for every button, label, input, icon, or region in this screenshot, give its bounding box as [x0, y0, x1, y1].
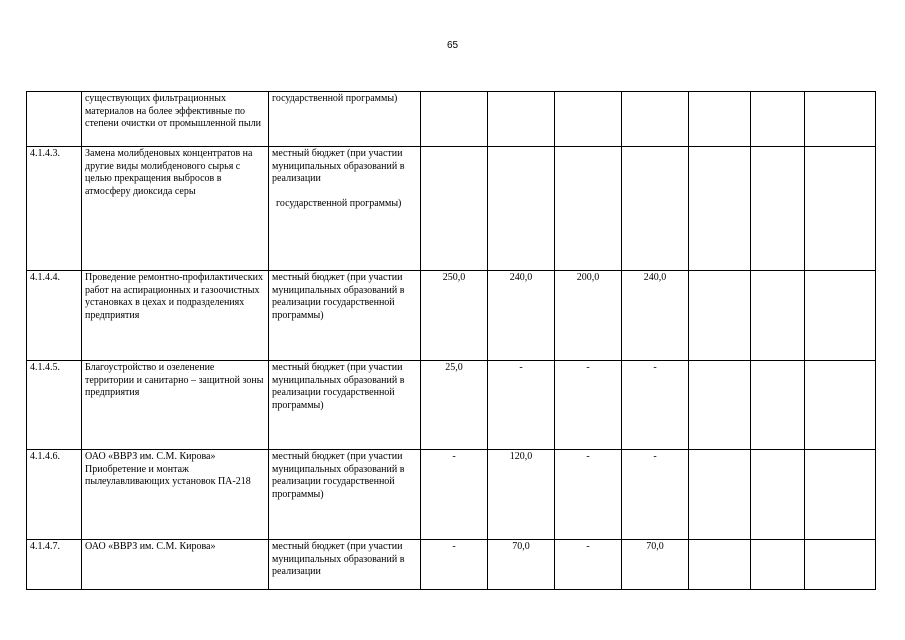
value-cell — [805, 450, 876, 540]
value-cell — [689, 540, 751, 590]
value-cell: - — [555, 361, 622, 450]
value-cell — [751, 92, 805, 147]
value-cell — [555, 147, 622, 271]
table-row — [27, 540, 876, 590]
funding-source-text: местный бюджет (при участии муниципальных образований в реализации государственной программы) — [272, 362, 405, 411]
value-cell: 70,0 — [488, 540, 555, 590]
value-cell — [689, 271, 751, 361]
measure-description: Благоустройство и озеленение территории и санитарно – защитной зоны предприятия — [82, 361, 269, 450]
value-cell — [751, 361, 805, 450]
value-cell — [805, 540, 876, 590]
measure-code — [27, 92, 82, 147]
value-cell: - — [555, 540, 622, 590]
funding-source — [269, 92, 421, 147]
value-cell — [751, 271, 805, 361]
measure-description: Проведение ремонтно-профилактических работ на аспирационных и газоочистных установках в цехах и подразделениях предприятия — [82, 271, 269, 361]
measure-code: 4.1.4.7. — [27, 540, 82, 590]
value-cell: 70,0 — [622, 540, 689, 590]
value-cell: 200,0 — [555, 271, 622, 361]
funding-source-text: местный бюджет (при участии муниципальных образований в реализации государственной программы) — [272, 272, 405, 321]
value-cell — [622, 147, 689, 271]
table-row — [27, 361, 876, 450]
funding-source-text: государственной программы) — [272, 93, 398, 104]
funding-source-continuation: государственной программы) — [276, 197, 402, 209]
value-cell: - — [555, 450, 622, 540]
measure-description: ОАО «ВВРЗ им. С.М. Кирова» — [82, 540, 269, 590]
value-cell — [689, 147, 751, 271]
value-cell — [488, 147, 555, 271]
value-cell — [689, 92, 751, 147]
value-cell: 240,0 — [488, 271, 555, 361]
value-cell — [751, 540, 805, 590]
measure-code: 4.1.4.4. — [27, 271, 82, 361]
value-cell: 240,0 — [622, 271, 689, 361]
value-cell — [689, 450, 751, 540]
funding-source-text: местный бюджет (при участии муниципальных образований в реализации государственной программы) — [272, 451, 405, 500]
value-cell — [751, 450, 805, 540]
funding-source-text: местный бюджет (при участии муниципальных образований в реализации — [272, 148, 405, 184]
measure-code: 4.1.4.3. — [27, 147, 82, 271]
program-measures-table — [26, 91, 876, 590]
funding-source — [269, 540, 421, 590]
value-cell — [805, 147, 876, 271]
measure-code: 4.1.4.6. — [27, 450, 82, 540]
table-row — [27, 450, 876, 540]
table-row — [27, 147, 876, 271]
funding-source — [269, 361, 421, 450]
value-cell: - — [488, 361, 555, 450]
value-cell: - — [421, 540, 488, 590]
page-number: 65 — [446, 40, 459, 51]
value-cell — [488, 92, 555, 147]
value-cell — [689, 361, 751, 450]
value-cell: 250,0 — [421, 271, 488, 361]
value-cell — [805, 361, 876, 450]
value-cell: 25,0 — [421, 361, 488, 450]
table-row — [27, 92, 876, 147]
funding-source — [269, 271, 421, 361]
value-cell — [555, 92, 622, 147]
value-cell — [805, 92, 876, 147]
value-cell — [421, 92, 488, 147]
measure-description: существующих фильтрационных материалов на более эффективные по степени очистки от промышленной пыли — [82, 92, 269, 147]
value-cell: - — [622, 450, 689, 540]
measure-code: 4.1.4.5. — [27, 361, 82, 450]
value-cell: - — [622, 361, 689, 450]
value-cell: - — [421, 450, 488, 540]
value-cell — [421, 147, 488, 271]
table-row — [27, 271, 876, 361]
value-cell — [751, 147, 805, 271]
value-cell — [805, 271, 876, 361]
funding-source — [269, 450, 421, 540]
funding-source-text: местный бюджет (при участии муниципальных образований в реализации — [272, 541, 405, 577]
measure-description: Замена молибденовых концентратов на другие виды молибденового сырья с целью прекращения выбросов в атмосферу диоксида серы — [82, 147, 269, 271]
funding-source — [269, 147, 421, 271]
value-cell — [622, 92, 689, 147]
value-cell: 120,0 — [488, 450, 555, 540]
measure-description: ОАО «ВВРЗ им. С.М. Кирова» Приобретение и монтаж пылеулавливающих установок ПА-218 — [82, 450, 269, 540]
